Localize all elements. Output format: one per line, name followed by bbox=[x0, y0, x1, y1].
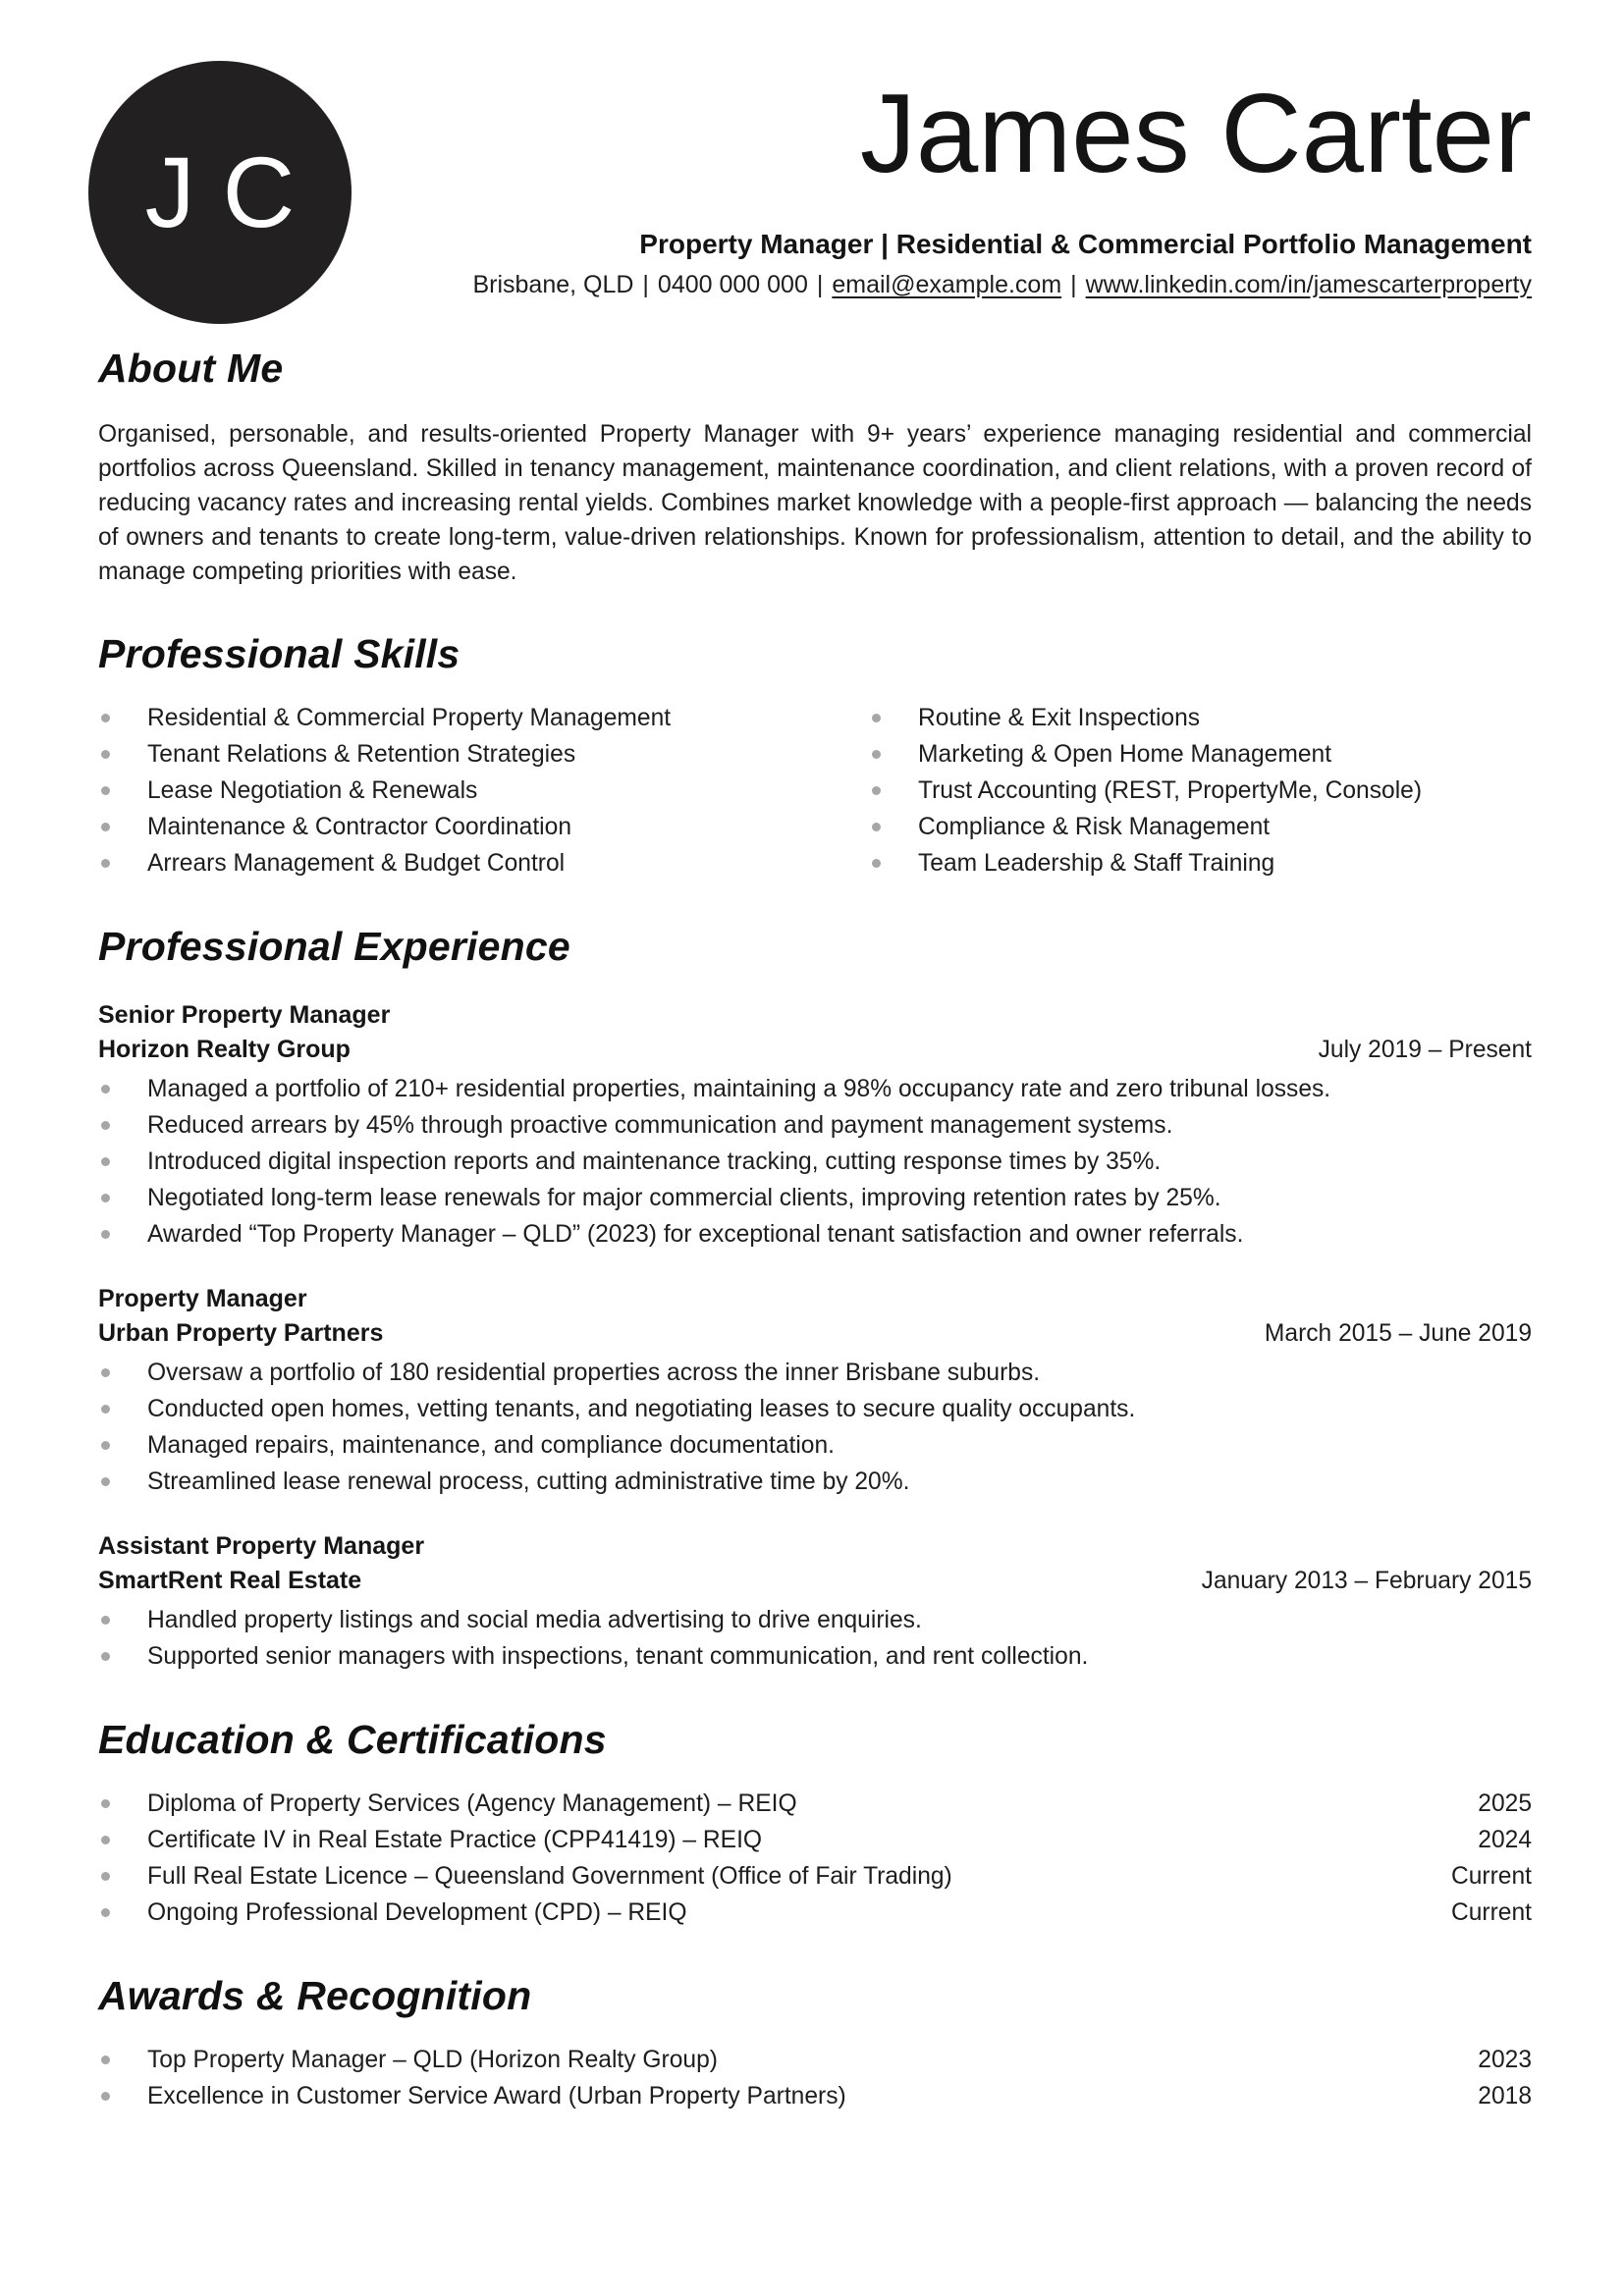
linkedin-link[interactable]: www.linkedin.com/in/jamescarterproperty bbox=[1085, 270, 1532, 298]
section-title-skills: Professional Skills bbox=[98, 630, 460, 676]
job-company-line bbox=[98, 1033, 1532, 1067]
award-text: Excellence in Customer Service Award (Urban Property Partners) bbox=[147, 2082, 846, 2109]
skills-column-right bbox=[869, 700, 1532, 881]
education-year: 2024 bbox=[1478, 1826, 1532, 1853]
job-title: Property Manager bbox=[98, 1284, 307, 1312]
section-awards bbox=[98, 1974, 1532, 2114]
skill-item: Marketing & Open Home Management bbox=[869, 736, 1532, 773]
job-company-line bbox=[98, 1564, 1532, 1598]
skill-item: Tenant Relations & Retention Strategies bbox=[98, 736, 869, 773]
header bbox=[98, 0, 1532, 299]
job-company: Horizon Realty Group bbox=[98, 1035, 351, 1063]
email-link[interactable]: email@example.com bbox=[832, 270, 1062, 298]
education-text: Certificate IV in Real Estate Practice (CPP41419) – REIQ bbox=[147, 1826, 763, 1853]
section-skills bbox=[98, 632, 1532, 881]
job-bullet: Negotiated long-term lease renewals for major commercial clients, improving retention rates by 25%. bbox=[98, 1180, 1532, 1216]
avatar bbox=[88, 61, 352, 324]
job-bullets bbox=[98, 1071, 1532, 1253]
education-item bbox=[98, 1822, 1532, 1858]
page-title: James Carter bbox=[859, 72, 1532, 196]
award-year: 2018 bbox=[1478, 2082, 1532, 2109]
job-bullet: Handled property listings and social media advertising to drive enquiries. bbox=[98, 1602, 1532, 1638]
job-bullet: Conducted open homes, vetting tenants, and negotiating leases to secure quality occupants. bbox=[98, 1391, 1532, 1427]
job-entry bbox=[98, 1282, 1532, 1500]
contact-phone: 0400 000 000 bbox=[657, 270, 808, 298]
job-entry bbox=[98, 1529, 1532, 1675]
job-bullet: Supported senior managers with inspections, tenant communication, and rent collection. bbox=[98, 1638, 1532, 1675]
skill-item: Compliance & Risk Management bbox=[869, 809, 1532, 845]
tagline: Property Manager | Residential & Commercial Portfolio Management bbox=[639, 228, 1532, 259]
skill-item: Lease Negotiation & Renewals bbox=[98, 773, 869, 809]
skill-item: Residential & Commercial Property Management bbox=[98, 700, 869, 736]
separator: | bbox=[816, 270, 824, 298]
job-bullets bbox=[98, 1355, 1532, 1500]
skill-item: Maintenance & Contractor Coordination bbox=[98, 809, 869, 845]
separator: | bbox=[642, 270, 649, 298]
section-about bbox=[98, 347, 1532, 589]
education-text: Diploma of Property Services (Agency Management) – REIQ bbox=[147, 1789, 797, 1817]
skills-column-left bbox=[98, 700, 869, 881]
skill-item: Team Leadership & Staff Training bbox=[869, 845, 1532, 881]
skill-item: Routine & Exit Inspections bbox=[869, 700, 1532, 736]
job-bullets bbox=[98, 1602, 1532, 1675]
education-year: 2025 bbox=[1478, 1789, 1532, 1817]
job-title: Senior Property Manager bbox=[98, 1000, 391, 1029]
skill-item: Trust Accounting (REST, PropertyMe, Console) bbox=[869, 773, 1532, 809]
job-bullet: Streamlined lease renewal process, cutting administrative time by 20%. bbox=[98, 1464, 1532, 1500]
section-title-about: About Me bbox=[98, 345, 284, 391]
skill-item: Arrears Management & Budget Control bbox=[98, 845, 869, 881]
award-item bbox=[98, 2078, 1532, 2114]
education-text: Ongoing Professional Development (CPD) – REIQ bbox=[147, 1898, 687, 1926]
education-text: Full Real Estate Licence – Queensland Government (Office of Fair Trading) bbox=[147, 1862, 952, 1890]
job-dates: July 2019 – Present bbox=[1318, 1036, 1532, 1063]
section-education bbox=[98, 1718, 1532, 1931]
section-title-education: Education & Certifications bbox=[98, 1716, 607, 1762]
award-item bbox=[98, 2042, 1532, 2078]
job-bullet: Managed repairs, maintenance, and compliance documentation. bbox=[98, 1427, 1532, 1464]
skills-grid bbox=[98, 700, 1532, 881]
job-company: Urban Property Partners bbox=[98, 1318, 384, 1347]
education-item bbox=[98, 1895, 1532, 1931]
education-item bbox=[98, 1858, 1532, 1895]
section-title-awards: Awards & Recognition bbox=[98, 1972, 532, 2018]
education-item bbox=[98, 1786, 1532, 1822]
job-bullet: Reduced arrears by 45% through proactive communication and payment management systems. bbox=[98, 1107, 1532, 1144]
awards-list bbox=[98, 2042, 1532, 2114]
job-bullet: Awarded “Top Property Manager – QLD” (2023) for exceptional tenant satisfaction and owner referrals. bbox=[98, 1216, 1532, 1253]
job-company: SmartRent Real Estate bbox=[98, 1566, 362, 1594]
section-experience bbox=[98, 925, 1532, 1675]
job-bullet: Introduced digital inspection reports and maintenance tracking, cutting response times by 35%. bbox=[98, 1144, 1532, 1180]
section-title-experience: Professional Experience bbox=[98, 923, 570, 969]
education-year: Current bbox=[1450, 1862, 1532, 1890]
award-year: 2023 bbox=[1478, 2046, 1532, 2073]
job-title: Assistant Property Manager bbox=[98, 1531, 425, 1560]
job-dates: March 2015 – June 2019 bbox=[1264, 1319, 1532, 1347]
education-list bbox=[98, 1786, 1532, 1931]
avatar-initials: JC bbox=[144, 136, 323, 248]
about-paragraph: Organised, personable, and results-oriented Property Manager with 9+ years’ experience managing residential and commercial portfolios across Queensland. Skilled in tenancy management, maintenance coordination, and client relations, with a proven record of reducing vacancy rates and increasing rental yields. Combines market knowledge with a people-first approach — balancing the needs of owners and tenants to create long-term, value-driven relationships. Known for professionalism, attention to detail, and the ability to manage competing priorities with ease. bbox=[98, 420, 1532, 585]
job-entry bbox=[98, 998, 1532, 1253]
job-bullet: Oversaw a portfolio of 180 residential properties across the inner Brisbane suburbs. bbox=[98, 1355, 1532, 1391]
separator: | bbox=[1070, 270, 1077, 298]
award-text: Top Property Manager – QLD (Horizon Realty Group) bbox=[147, 2046, 718, 2073]
education-year: Current bbox=[1450, 1898, 1532, 1926]
job-company-line bbox=[98, 1316, 1532, 1351]
job-bullet: Managed a portfolio of 210+ residential properties, maintaining a 98% occupancy rate and zero tribunal losses. bbox=[98, 1071, 1532, 1107]
job-dates: January 2013 – February 2015 bbox=[1201, 1567, 1532, 1594]
contact-location: Brisbane, QLD bbox=[472, 270, 634, 298]
